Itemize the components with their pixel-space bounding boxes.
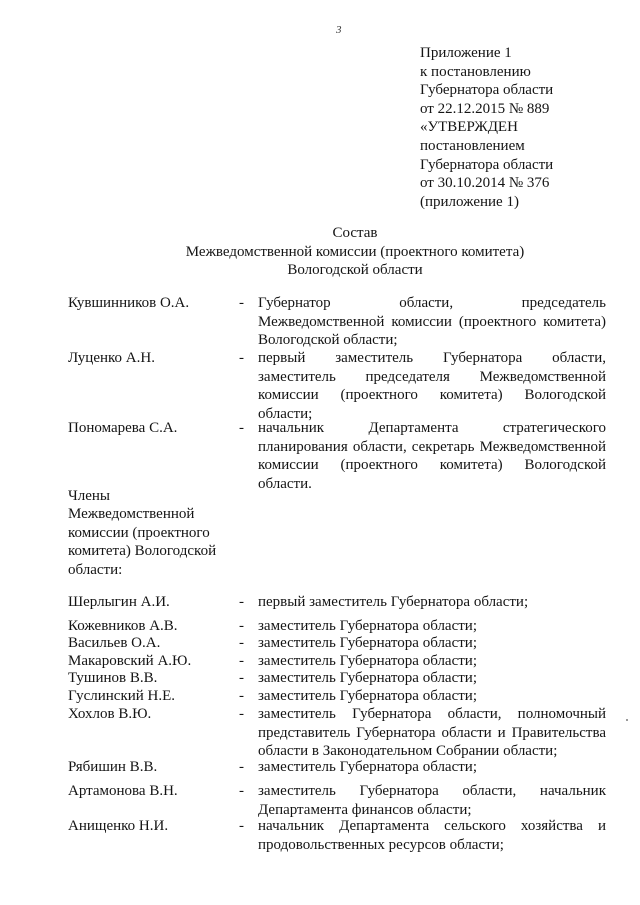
separator-dash: - <box>239 350 244 366</box>
person-position: начальник Департамента сельского хозяйства и продовольственных ресурсов области; <box>258 818 606 853</box>
separator-dash: - <box>239 653 244 669</box>
heading-line: Межведомственной комиссии (проектного комитета) <box>185 243 525 260</box>
appendix-block <box>420 44 630 211</box>
person-position: заместитель Губернатора области; <box>258 653 478 669</box>
appendix-line: постановлением <box>420 137 525 154</box>
members-label-line: комиссии (проектного <box>68 524 210 541</box>
person-position: заместитель Губернатора области, полномочный представитель Губернатора области и Правительства области в Законодательном Собрании области; <box>258 706 606 759</box>
separator-dash: - <box>239 670 244 686</box>
person-position: заместитель Губернатора области; <box>258 688 478 704</box>
person-position: заместитель Губернатора области, начальник Департамента финансов области; <box>258 783 606 818</box>
person-name: Рябишин В.В. <box>68 759 158 775</box>
appendix-line: «УТВЕРЖДЕН <box>420 119 518 136</box>
members-label-line: Члены <box>68 488 110 504</box>
person-name: Пономарева С.А. <box>68 420 178 436</box>
members-label <box>68 487 233 579</box>
person-name: Хохлов В.Ю. <box>68 706 152 722</box>
page-number: 3 <box>336 24 342 36</box>
person-position: первый заместитель Губернатора области, заместитель председателя Межведомственной комиссии (проектного комитета) Вологодской области; <box>258 350 606 422</box>
person-position: Губернатор области, председатель Межведомственной комиссии (проектного комитета) Вологодской области; <box>258 295 606 348</box>
person-name: Анищенко Н.И. <box>68 818 169 834</box>
heading-line: Состав <box>332 225 378 241</box>
appendix-line: от 22.12.2015 № 889 <box>420 100 550 117</box>
separator-dash: - <box>239 635 244 651</box>
person-name: Кувшинников О.А. <box>68 295 190 311</box>
document-heading <box>0 224 640 280</box>
separator-dash: - <box>239 420 244 436</box>
person-name: Тушинов В.В. <box>68 670 158 686</box>
person-name: Макаровский А.Ю. <box>68 653 192 669</box>
members-label-line: Межведомственной <box>68 506 195 523</box>
person-position: начальник Департамента стратегического планирования области, секретарь Межведомственной комиссии (проектного комитета) Вологодской области. <box>258 420 606 492</box>
person-position: первый заместитель Губернатора области; <box>258 594 529 610</box>
person-position: заместитель Губернатора области; <box>258 670 478 686</box>
separator-dash: - <box>239 783 244 799</box>
heading-line: Вологодской области <box>287 262 423 278</box>
appendix-line: от 30.10.2014 № 376 <box>420 175 550 192</box>
separator-dash: - <box>239 295 244 311</box>
person-position: заместитель Губернатора области; <box>258 635 478 651</box>
person-position: заместитель Губернатора области; <box>258 759 478 775</box>
person-name: Луценко А.Н. <box>68 350 155 366</box>
members-label-line: комитета) Вологодской <box>68 543 217 560</box>
separator-dash: - <box>239 594 244 610</box>
separator-dash: - <box>239 818 244 834</box>
person-name: Шерлыгин А.И. <box>68 594 170 610</box>
appendix-line: Губернатора области <box>420 82 554 99</box>
separator-dash: - <box>239 759 244 775</box>
members-label-line: области: <box>68 561 123 578</box>
person-name: Гуслинский Н.Е. <box>68 688 176 704</box>
person-position: заместитель Губернатора области; <box>258 618 478 634</box>
appendix-line: (приложение 1) <box>420 193 519 210</box>
separator-dash: - <box>239 688 244 704</box>
appendix-line: Приложение 1 <box>420 45 512 61</box>
person-name: Кожевников А.В. <box>68 618 178 634</box>
appendix-line: к постановлению <box>420 63 531 80</box>
person-name: Артамонова В.Н. <box>68 783 178 799</box>
appendix-line: Губернатора области <box>420 156 554 173</box>
scan-speck <box>626 719 628 721</box>
separator-dash: - <box>239 706 244 722</box>
person-name: Васильев О.А. <box>68 635 161 651</box>
separator-dash: - <box>239 618 244 634</box>
